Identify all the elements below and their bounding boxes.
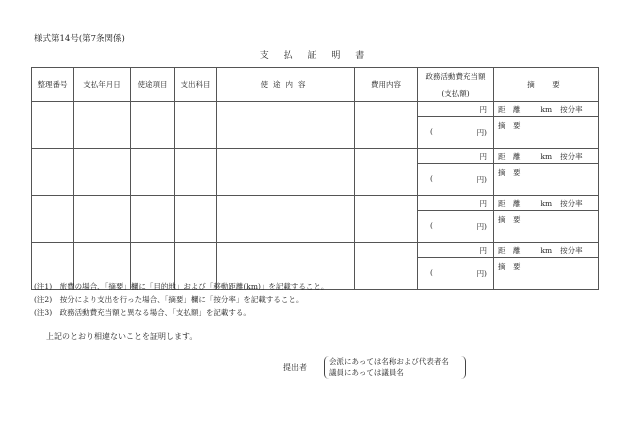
header-seiri: 整理番号 [32, 68, 74, 102]
table-row [32, 149, 599, 164]
paren-close: 円) [476, 222, 487, 231]
paren-close: 円) [476, 269, 487, 278]
yen-label: 円 [479, 151, 487, 161]
cell-date[interactable] [74, 102, 131, 149]
cell-amount[interactable] [418, 102, 494, 117]
header-amount-bottom: (支払額) [441, 88, 470, 98]
yen-label: 円 [479, 245, 487, 255]
ratio-label: 按分率 [560, 198, 583, 208]
cell-amount[interactable] [418, 196, 494, 211]
cell-amount[interactable] [418, 149, 494, 164]
paren-open: ( [430, 268, 433, 277]
header-amount-top: 政務活動費充当額 [425, 71, 486, 81]
cell-cost[interactable] [355, 102, 418, 149]
ratio-label: 按分率 [560, 151, 583, 161]
cell-item[interactable] [131, 102, 175, 149]
paren-open: ( [430, 221, 433, 230]
distance-label: 距 離 [498, 104, 521, 114]
note-3: (注3) 政務活動費充当額と異なる場合、「支払額」を記載する。 [34, 308, 251, 317]
memo-label: 摘 要 [498, 121, 521, 130]
cell-distance[interactable] [494, 243, 599, 258]
memo-label: 摘 要 [498, 215, 521, 224]
cell-account[interactable] [175, 149, 217, 196]
note-2: (注2) 按分により支出を行った場合、「摘要」欄に「按分率」を記載すること。 [34, 295, 304, 304]
km-label: km [540, 198, 553, 208]
paren-open: ( [430, 127, 433, 136]
cell-amount[interactable] [418, 243, 494, 258]
cell-usage[interactable] [217, 196, 355, 243]
document-title: 支 払 証 明 書 [259, 51, 371, 61]
submitter-line-member: 議員にあっては議員名 [329, 368, 404, 377]
distance-label: 距 離 [498, 151, 521, 161]
cell-memo[interactable] [494, 117, 599, 149]
cell-seiri[interactable] [32, 102, 74, 149]
cell-memo[interactable] [494, 258, 599, 290]
table-row [32, 102, 599, 117]
ratio-label: 按分率 [560, 245, 583, 255]
submitter-line-group: 会派にあっては名称および代表者名 [329, 357, 449, 366]
km-label: km [540, 151, 553, 161]
cell-paid-amount[interactable] [418, 164, 494, 196]
table-row [32, 243, 599, 258]
header-memo: 摘 要 [494, 68, 599, 102]
distance-label: 距 離 [498, 198, 521, 208]
header-row [32, 68, 599, 102]
cell-paid-amount[interactable] [418, 258, 494, 290]
header-date: 支払年月日 [74, 68, 131, 102]
km-label: km [540, 104, 553, 114]
paren-open: ( [430, 174, 433, 183]
memo-label: 摘 要 [498, 262, 521, 271]
cell-distance[interactable] [494, 102, 599, 117]
header-usage: 使途内容 [217, 68, 355, 102]
cell-usage[interactable] [217, 149, 355, 196]
cell-item[interactable] [131, 196, 175, 243]
yen-label: 円 [479, 198, 487, 208]
cell-cost[interactable] [355, 243, 418, 290]
cell-paid-amount[interactable] [418, 117, 494, 149]
cell-usage[interactable] [217, 102, 355, 149]
table-row [32, 196, 599, 211]
payment-table [31, 67, 599, 290]
header-cost: 費用内容 [355, 68, 418, 102]
note-1: (注1) 旅費の場合、「摘要」欄に「目的地」および「移動距離(km)」を記載すること。 [34, 282, 329, 291]
cell-distance[interactable] [494, 196, 599, 211]
memo-label: 摘 要 [498, 168, 521, 177]
header-item: 使途項目 [131, 68, 175, 102]
yen-label: 円 [479, 104, 487, 114]
km-label: km [540, 245, 553, 255]
cell-account[interactable] [175, 102, 217, 149]
cell-distance[interactable] [494, 149, 599, 164]
cell-item[interactable] [131, 149, 175, 196]
cell-account[interactable] [175, 196, 217, 243]
cell-seiri[interactable] [32, 149, 74, 196]
paren-close: 円) [476, 175, 487, 184]
header-account: 支出科目 [175, 68, 217, 102]
header-amount [418, 68, 494, 102]
certification-statement: 上記のとおり相違ないことを証明します。 [46, 332, 198, 341]
distance-label: 距 離 [498, 245, 521, 255]
form-number-label: 様式第14号(第7条関係) [34, 34, 125, 44]
paren-close: 円) [476, 128, 487, 137]
cell-memo[interactable] [494, 164, 599, 196]
cell-cost[interactable] [355, 196, 418, 243]
ratio-label: 按分率 [560, 104, 583, 114]
cell-cost[interactable] [355, 149, 418, 196]
cell-date[interactable] [74, 149, 131, 196]
submitter-label: 提出者 [283, 363, 307, 372]
cell-date[interactable] [74, 196, 131, 243]
cell-paid-amount[interactable] [418, 211, 494, 243]
cell-memo[interactable] [494, 211, 599, 243]
cell-seiri[interactable] [32, 196, 74, 243]
